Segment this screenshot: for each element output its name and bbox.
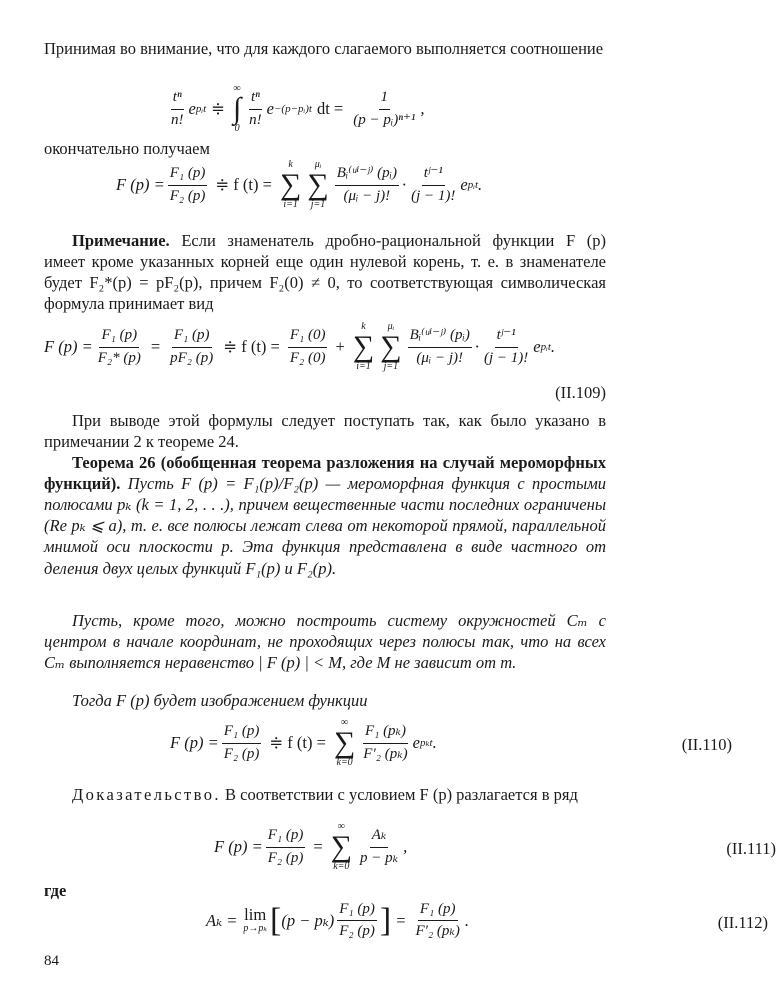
note-label: Примечание. [72, 231, 170, 250]
equation-number: (II.109) [555, 383, 606, 402]
sum-sign: μᵢ ∑ j=1 [380, 321, 402, 372]
equation-number: (II.112) [717, 913, 768, 932]
equation-integral: $\frac{\text{tⁿ}}{n!}$ e pᵢt ≑ ∞ ∫ 0 $\frac{\text{tⁿ}}{n!}$ e −(p−pᵢ)t dt = $\frac{1}{\text{(p − pᵢ)ⁿ⁺¹}}$ , [171, 83, 425, 134]
equation-number: (II.111) [726, 839, 776, 858]
paragraph-note: Примечание. Если знаменатель дробно-рациональной функции F (p) имеет кроме указанных корней еще один нулевой корень, т. е. в знаменателе будет F₂*(p) = pF₂(p), причем F₂(0) ≠ 0, то соответствующая символическая формула принимает вид [44, 231, 606, 314]
theorem-conclusion: Тогда F (p) будет изображением функции [72, 691, 368, 710]
where-label: где [44, 881, 67, 900]
sum-sign: ∞ ∑ k=0 [330, 821, 353, 872]
equation-ii-112: Aₖ = lim p→pₖ [ (p − pₖ) $\frac{\text{F₁ (p)}}{\text{F₂ (p)}}$ ] = $\frac{\text{F₁ (p)}}{\text{F′₂ (pₖ)}}$ . (II.112) [206, 901, 768, 940]
theorem-26: Теорема 26 (обобщенная теорема разложения на случай мероморфных функций). Пусть F (p) = F₁(p)/F₂(p) — мероморфная функция с простыми полюсами pₖ (k = 1, 2, . . .), причем вещественные части последних ограничены (Re pₖ ⩽ a), т. е. все полюсы лежат слева от некоторой прямой, параллельной мнимой оси плоскости p. Эта функция представлена в виде частного от деления двух целых функций F₁(p) и F₂(p). [44, 453, 606, 578]
proof-paragraph: Доказательство. В соответствии с условием F (p) разлагается в ряд [72, 785, 578, 804]
paragraph-derivation: При выводе этой формулы следует поступать так, как было указано в примечании 2 к теореме 24. [44, 411, 606, 452]
paragraph-intro: Принимая во внимание, что для каждого слагаемого выполняется соотношение [44, 39, 604, 58]
page-number: 84 [44, 953, 59, 969]
sum-sign: ∞ ∑ k=0 [333, 717, 356, 768]
theorem-condition: Пусть, кроме того, можно построить систему окружностей Cₘ с центром в начале координат, не проходящих через полюсы так, что на всех Cₘ выполняется неравенство | F (p) | < M, где M не зависит от m. [44, 611, 606, 673]
sum-sign: μᵢ ∑ j=1 [307, 159, 329, 210]
sum-sign: k ∑ i=1 [279, 159, 302, 210]
equation-number: (II.110) [681, 735, 732, 754]
equation-ii-109: F (p) = $\frac{\text{F₁ (p)}}{\text{F₂* (p)}}$ = $\frac{\text{F₁ (p)}}{\text{pF₂ (p)}}$ ≑ f (t) = $\frac{\text{F₁ (0)}}{\text{F₂ (0)}}$ + k ∑ i=1 μᵢ ∑ j=1 $\frac{\text{Bᵢ⁽ᵘⁱ⁻ʲ⁾ (pᵢ)}}{\text{(μᵢ − j)!}}$ · $\frac{\text{tʲ⁻¹}}{(j - 1)!}$ e pᵢt . [44, 321, 556, 372]
equation-ii-111: F (p) = $\frac{\text{F₁ (p)}}{\text{F₂ (p)}}$ = ∞ ∑ k=0 $\frac{\text{Aₖ}}{\text{p − pₖ}}$ , (II.111) [214, 821, 776, 872]
theorem-title: Теорема 26 (обобщенная теорема разложения на случай мероморфных функций). [44, 453, 606, 494]
equation-ii-110: F (p) = $\frac{\text{F₁ (p)}}{\text{F₂ (p)}}$ ≑ f (t) = ∞ ∑ k=0 $\frac{\text{F₁ (pₖ)}}{\text{F′₂ (pₖ)}}$ e pₖt . (II.110) [170, 717, 732, 768]
equation-expansion: F (p) = $\frac{\text{F₁ (p)}}{\text{F₂ (p)}}$ ≑ f (t) = k ∑ i=1 μᵢ ∑ j=1 $\frac{\text{Bᵢ⁽ᵘⁱ⁻ʲ⁾ (pᵢ)}}{\text{(μᵢ − j)!}}$ · $\frac{\text{tʲ⁻¹}}{(j - 1)!}$ e pᵢt . [116, 159, 483, 210]
proof-label: Доказательство. [72, 785, 221, 804]
paragraph-result: окончательно получаем [44, 139, 210, 158]
integral-sign: ∞ ∫ 0 [232, 83, 242, 134]
sum-sign: k ∑ i=1 [352, 321, 375, 372]
